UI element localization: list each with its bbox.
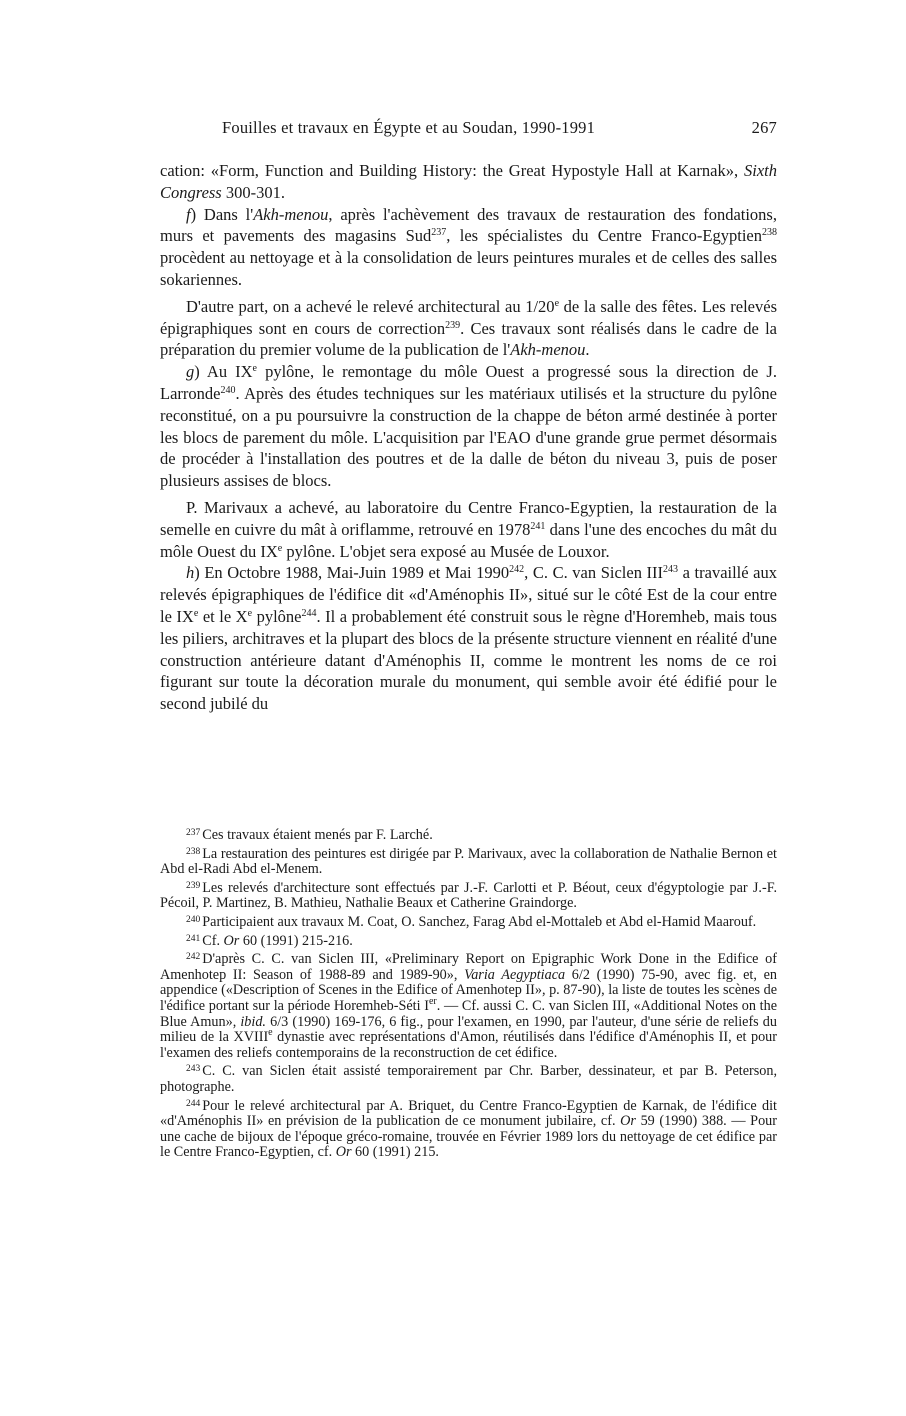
- footnote-ref-240[interactable]: 240: [220, 384, 236, 396]
- footnote-243: $^{243}$ C. C. van Siclen était assisté temporairement par Chr. Barber, dessinateur, et par B. Peterson, photographe.: [160, 1063, 777, 1095]
- paragraph-2: f) Dans l'Akh-menou, après l'achèvement des travaux de restauration des fondations, murs et pavements des magasins Sud$^{237}$, les spécialistes du Centre Franco-Egyptien$^{238}$ procèdent au nettoyage et à la consolidation de leurs peintures murales et de celles des salles sokariennes.: [160, 204, 778, 289]
- paragraph-3: D'autre part, on a achevé le relevé architectural au 1/20e de la salle des fêtes. Les relevés épigraphiques sont en cours de correction$^{239}$. Ces travaux sont réalisés dans le cadre de la préparation du premier volume de la publication de l'Akh-menou.: [160, 296, 778, 360]
- footnote-ref-239[interactable]: 239: [445, 319, 461, 331]
- footnote-237: $^{237}$ Ces travaux étaient menés par F. Larché.: [186, 827, 433, 843]
- footnote-ref-241[interactable]: 241: [530, 520, 546, 532]
- footnote-ref-244[interactable]: 244: [301, 607, 317, 619]
- footnote-239: $^{239}$ Les relevés d'architecture sont effectués par J.-F. Carlotti et P. Béout, ceux d'égyptologie par J.-F. Pécoil, P. Martinez, B. Mathieu, Nathalie Beaux et Catherine Graindorge.: [160, 879, 777, 912]
- paragraph-6: h) En Octobre 1988, Mai-Juin 1989 et Mai 1990$^{242}$, C. C. van Siclen III$^{243}$ a travaillé aux relevés épigraphiques de l'édifice dit «d'Aménophis II», situé sur le côté Est de la cour entre le IXe et le Xe pylône$^{244}$. Il a probablement été construit sous le règne d'Horemheb, mais tous les piliers, architraves et la plupart des blocs de la présente structure viennent en réalité d'une construction antérieure datant d'Aménophis II, comme le montrent les noms de ce roi figurant sur toute la décoration murale du monument, qui semble avoir été édifié pour le second jubilé du: [160, 563, 778, 714]
- footnote-240: $^{240}$ Participaient aux travaux M. Coat, O. Sanchez, Farag Abd el-Mottaleb et Abd el-Hamid Maarouf.: [186, 913, 757, 930]
- footnote-ref-243[interactable]: 243: [663, 564, 679, 576]
- running-title: Fouilles et travaux en Égypte et au Soudan, 1990-1991: [222, 118, 596, 137]
- paragraph-1: cation: «Form, Function and Building History: the Great Hypostyle Hall at Karnak», Sixth Congress 300-301.: [160, 161, 777, 202]
- paragraph-5: P. Marivaux a achevé, au laboratoire du Centre Franco-Egyptien, la restauration de la semelle en cuivre du mât à oriflamme, retrouvé en 1978$^{241}$ dans l'une des encoches du mât du môle Ouest du IXe pylône. L'objet sera exposé au Musée de Louxor.: [160, 497, 778, 561]
- footnote-242: $^{242}$ D'après C. C. van Siclen III, «Preliminary Report on Epigraphic Work Done in the Edifice of Amenhotep II: Season of 1988-89 and 1989-90», Varia Aegyptiaca 6/2 (1990) 75-90, avec fig. et, en appendice («Description of Scenes in the Edifice of Amenhotep II», p. 87-90), la liste de toutes les scènes de l'édifice portant sur la période Horemheb-Séti Ier. — Cf. aussi C. C. van Siclen III, «Additional Notes on the Blue Amun», ibid. 6/3 (1990) 169-176, 6 fig., pour l'examen, en 1990, par l'auteur, d'une série de reliefs du milieu de la XVIIIe dynastie avec représentations d'Amon, réutilisés dans l'édifice d'Aménophis II, et pour l'examen des reliefs contemporains de la reconstruction de cet édifice.: [160, 951, 778, 1061]
- footnotes: [160, 828, 777, 1164]
- running-header: [160, 118, 777, 142]
- main-text: [160, 160, 777, 715]
- footnote-ref-238[interactable]: 238: [762, 227, 778, 239]
- footnote-241: $^{241}$ Cf. Or 60 (1991) 215-216.: [186, 932, 353, 949]
- footnote-244: $^{244}$ Pour le relevé architectural par A. Briquet, du Centre Franco-Egyptien de Karnak, de l'édifice dit «d'Aménophis II» en prévision de la publication de ce monument jubilaire, cf. Or 59 (1990) 388. — Pour une cache de bijoux de l'époque gréco-romaine, trouvée en Février 1989 lors du nettoyage de cet édifice par le Centre Franco-Egyptien, cf. Or 60 (1991) 215.: [160, 1097, 777, 1161]
- footnote-ref-237[interactable]: 237: [431, 227, 447, 239]
- page-number: 267: [751, 118, 777, 137]
- footnote-238: $^{238}$ La restauration des peintures est dirigée par P. Marivaux, avec la collaboration de Nathalie Bernon et Abd el-Radi Abd el-Menem.: [160, 845, 777, 878]
- footnote-ref-242[interactable]: 242: [509, 564, 525, 576]
- paragraph-4: g) Au IXe pylône, le remontage du môle Ouest a progressé sous la direction de J. Larronde$^{240}$. Après des études techniques sur les matériaux utilisés et la structure du pylône reconstitué, on a pu poursuivre la construction de la chappe de béton armé destinée à porter les blocs de parement du môle. L'acquisition par l'EAO d'une grande grue permet désormais de procéder à l'installation des poutres et de la dalle de béton du niveau 3, puis de poser plusieurs assises de blocs.: [160, 362, 777, 491]
